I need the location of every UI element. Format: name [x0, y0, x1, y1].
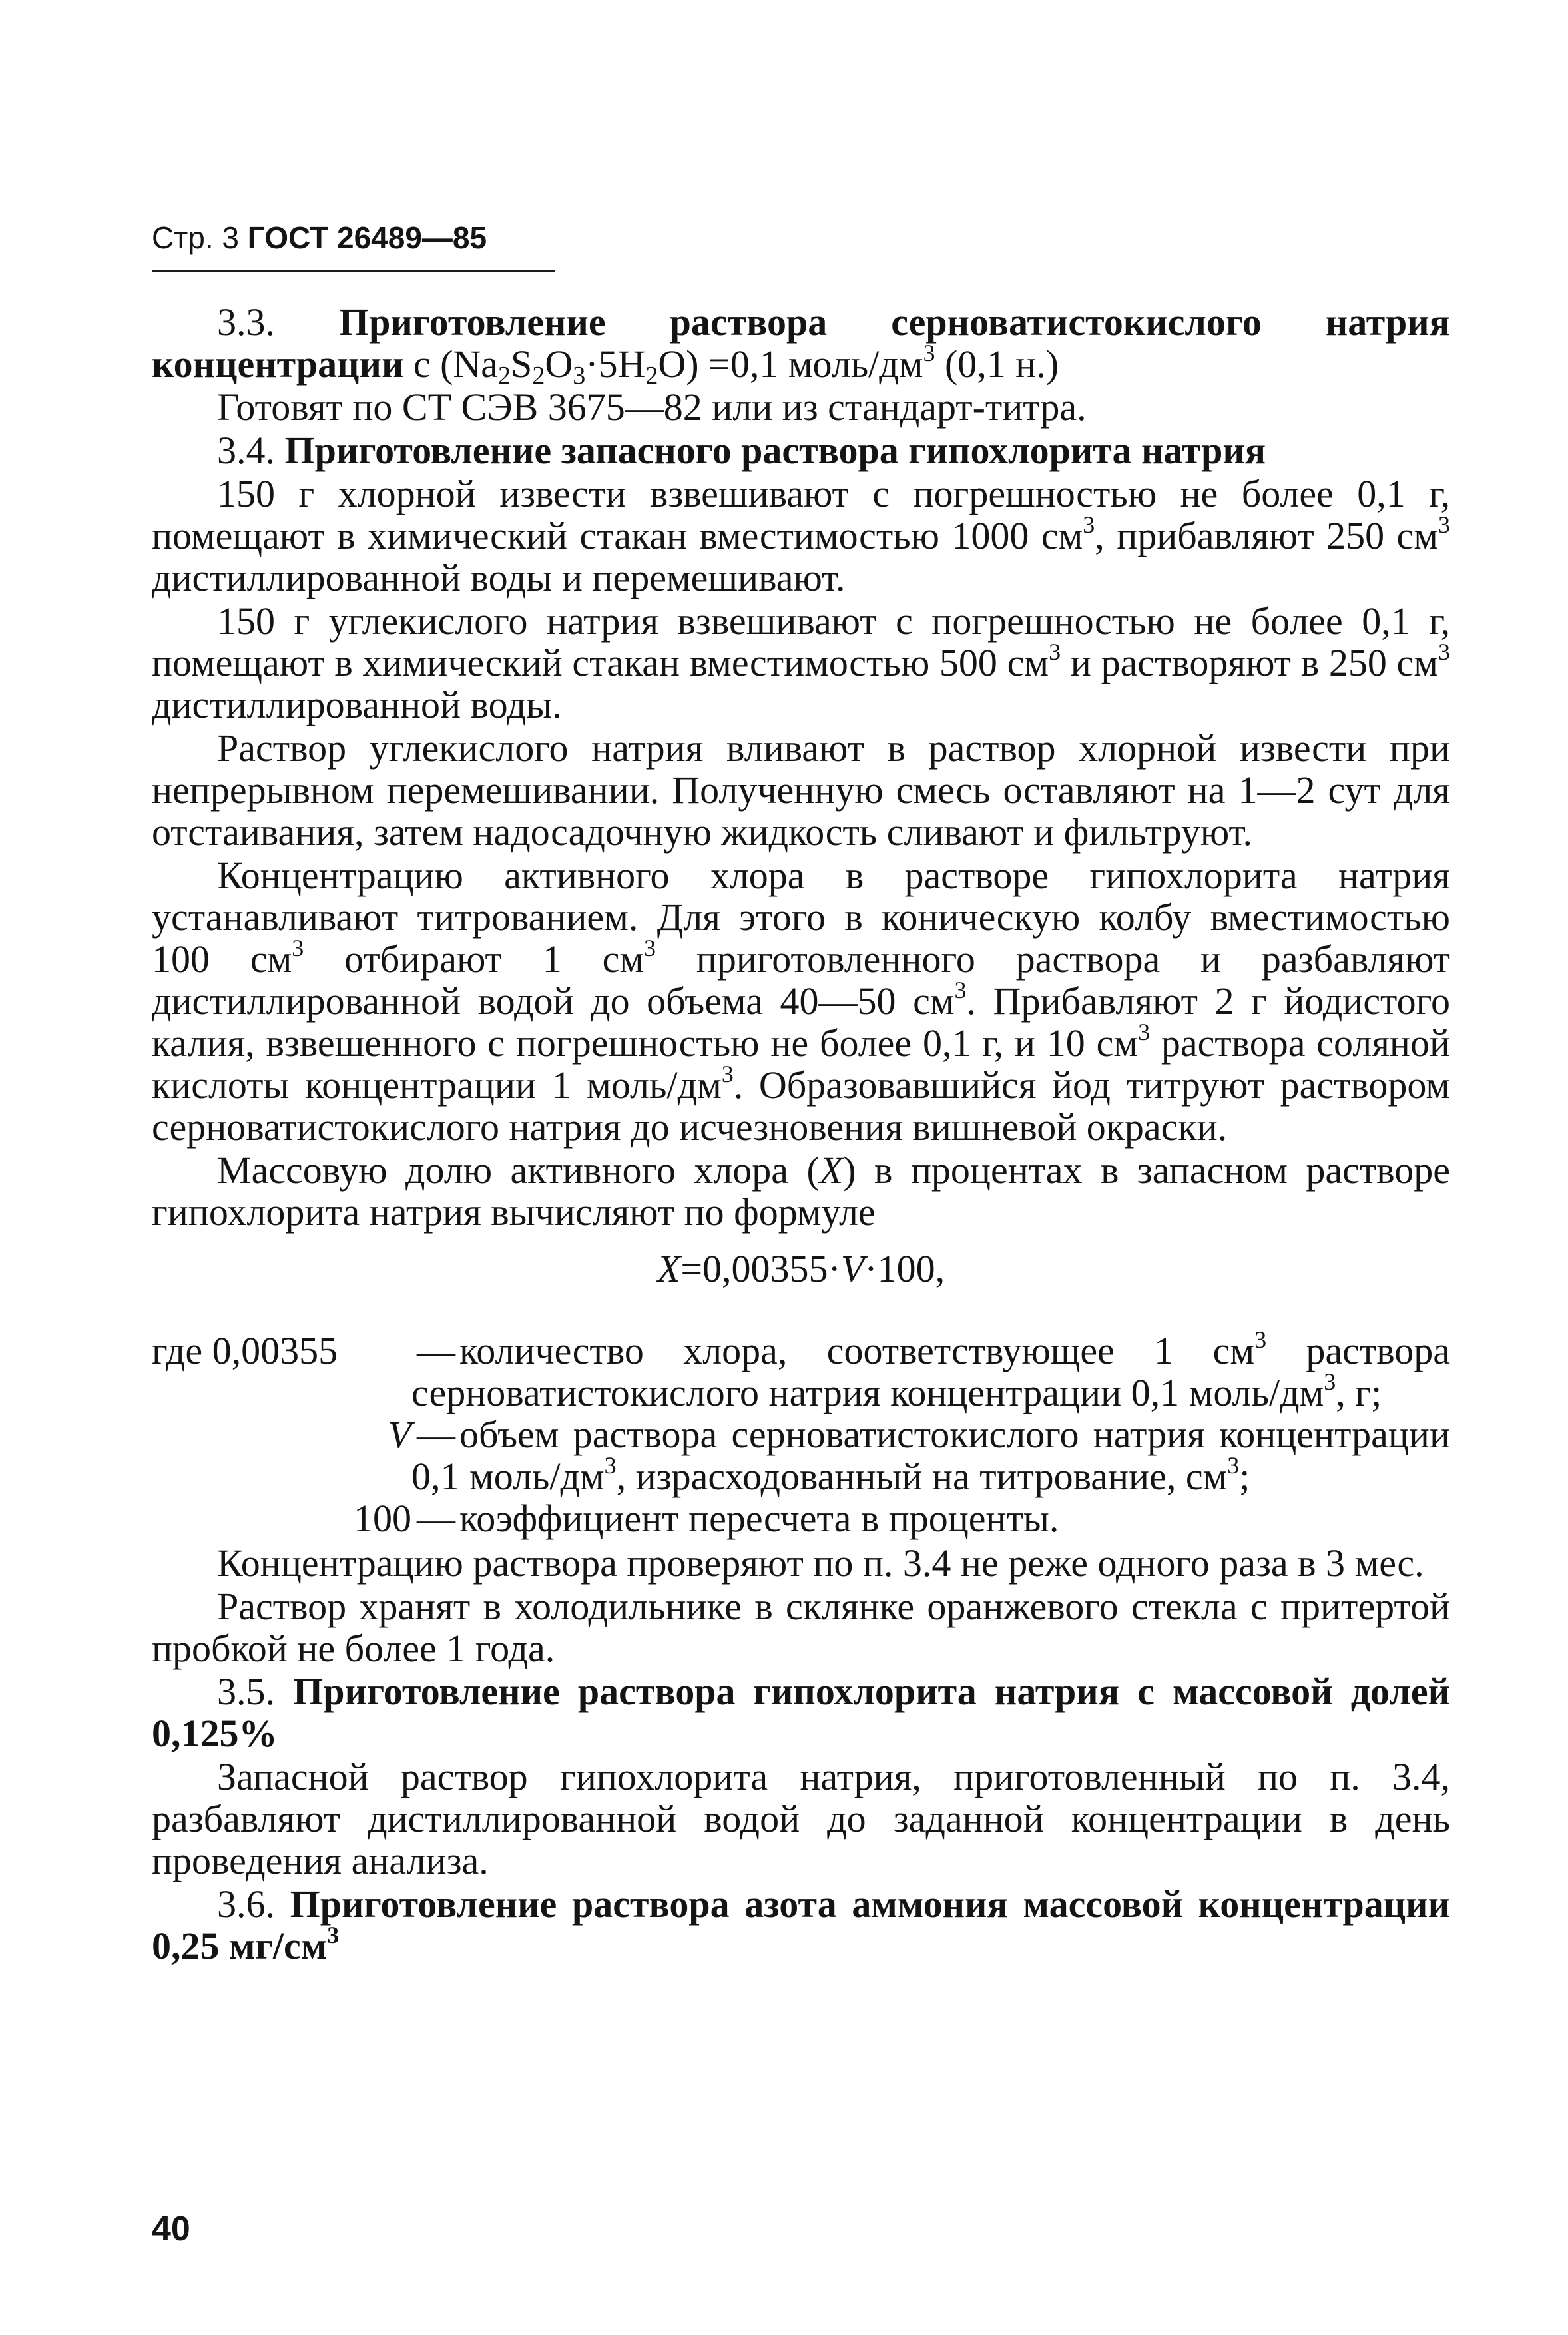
section-3-5-heading: 3.5. Приготовление раствора гипохлорита натрия с массовой долей 0,125% [152, 1670, 1450, 1755]
section-3-3-heading: 3.3. Приготовление раствора серноватистокислого натрия концентрации с $(Na_2S_2O_3\cdot 5H_2O) =0,1$ моль/$дм^3$ (0,1 н.) [152, 300, 1450, 389]
document-body [152, 301, 1450, 1968]
page-header [152, 220, 555, 256]
paragraph: Раствор углекислого натрия вливают в раствор хлорной извести при непрерывном перемешивании. Полученную смесь оставляют на 1—2 сут для отстаивания, затем надосадочную жидкость сливают и фильтруют. [152, 726, 1450, 854]
paragraph: Запасной раствор гипохлорита натрия, приготовленный по п. 3.4, разбавляют дистиллированной водой до заданной концентрации в день проведения анализа. [152, 1755, 1450, 1882]
page-label: Стр. 3 [152, 220, 240, 255]
definition-row: V — объем раствора серноватистокислого натрия концентрации 0,1 моль/$дм^3$, израсходованный на титрование, $см^3$; [152, 1414, 1450, 1497]
section-title: Приготовление запасного раствора гипохлорита натрия [284, 429, 1266, 472]
paragraph: Концентрацию активного хлора в растворе гипохлорита натрия устанавливают титрованием. Для этого в коническую колбу вместимостью 100 $см^3$ отбирают 1 $см^3$ приготовленного раствора и разбавляют дистиллированной водой до объема 40—50 $см^3$. Прибавляют 2 г йодистого калия, взвешенного с погрешностью не более 0,1 г, и 10 $см^3$ раствора соляной кислоты концентрации 1 моль/$дм^3$. Образовавшийся йод титруют раствором серноватистокислого натрия до исчезновения вишневой окраски. [152, 854, 1450, 1149]
paragraph: 150 г углекислого натрия взвешивают с погрешностью не более 0,1 г, помещают в химический стакан вместимостью 500 $см^3$ и растворяют в 250 $см^3$ дистиллированной воды. [152, 599, 1450, 726]
definition-row: где 0,00355 — количество хлора, соответствующее 1 $см^3$ раствора серноватистокислого натрия концентрации 0,1 моль/$дм^3$, г; [152, 1326, 1450, 1414]
standard-number: ГОСТ 26489—85 [247, 220, 487, 255]
definition-term: где 0,00355 [152, 1329, 338, 1372]
paragraph: Раствор хранят в холодильнике в склянке оранжевого стекла с притертой пробкой не более 1 года. [152, 1585, 1450, 1670]
section-3-4-heading: 3.4. Приготовление запасного раствора гипохлорита натрия [217, 429, 1266, 472]
definition-row: 100 — коэффициент пересчета в проценты. [152, 1497, 1450, 1539]
paragraph: Готовят по СТ СЭВ 3675—82 или из стандарт-титра. [217, 386, 1087, 429]
section-title: Приготовление раствора серноватистокислого натрия концентрации [152, 300, 1450, 386]
paragraph: Концентрацию раствора проверяют по п. 3.4 не реже одного раза в 3 мес. [217, 1541, 1424, 1585]
section-title: Приготовление раствора гипохлорита натрия с массовой долей 0,125% [152, 1670, 1450, 1755]
section-title: Приготовление раствора азота аммония массовой концентрации 0,25 $мг/см^3$ [152, 1882, 1451, 1967]
page-number: 40 [152, 2210, 190, 2248]
section-3-6-heading: 3.6. Приготовление раствора азота аммония массовой концентрации 0,25 $мг/см^3$ [152, 1882, 1451, 1967]
paragraph: 150 г хлорной извести взвешивают с погрешностью не более 0,1 г, помещают в химический стакан вместимостью 1000 $см^3$, прибавляют 250 $см^3$ дистиллированной воды и перемешивают. [152, 472, 1450, 599]
formula: X=0,00355·V·100, [656, 1247, 945, 1290]
definition-term: V [388, 1413, 411, 1456]
definition-term: 100 [354, 1497, 411, 1540]
header-rule [152, 270, 555, 272]
formula-definitions [152, 1326, 1450, 1540]
paragraph: Массовую долю активного хлора (X) в процентах в запасном растворе гипохлорита натрия вычисляют по формуле [152, 1149, 1450, 1234]
